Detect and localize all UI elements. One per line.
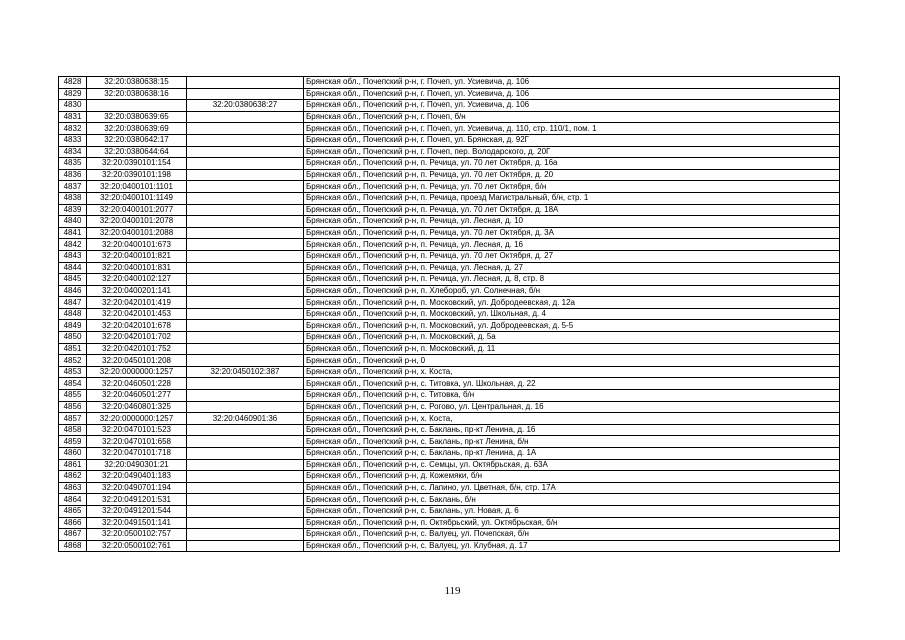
cadastral-number-cell: 32:20:0500102:757 — [87, 529, 187, 541]
table-row — [59, 343, 840, 355]
cadastral-number-cell: 32:20:0400101:2088 — [87, 227, 187, 239]
address-cell: Брянская обл., Почепский р-н, с. Валуец, ул. Почепская, б/н — [304, 529, 840, 541]
table-row — [59, 285, 840, 297]
address-cell: Брянская обл., Почепский р-н, с. Титовка, б/н — [304, 390, 840, 402]
row-index-cell: 4841 — [59, 227, 87, 239]
parent-cadastral-number-cell — [187, 134, 304, 146]
row-index-cell: 4850 — [59, 332, 87, 344]
address-cell: Брянская обл., Почепский р-н, п. Речица, ул. 70 лет Октября, д. 16а — [304, 158, 840, 170]
address-cell: Брянская обл., Почепский р-н, с. Титовка, ул. Школьная, д. 22 — [304, 378, 840, 390]
table-row — [59, 401, 840, 413]
address-cell: Брянская обл., Почепский р-н, п. Московский, ул. Добродеевская, д. 5-5 — [304, 320, 840, 332]
row-index-cell: 4866 — [59, 517, 87, 529]
table-row — [59, 378, 840, 390]
parent-cadastral-number-cell — [187, 192, 304, 204]
table-row — [59, 262, 840, 274]
table-row — [59, 100, 840, 112]
parent-cadastral-number-cell — [187, 123, 304, 135]
table-row — [59, 540, 840, 552]
table-row — [59, 424, 840, 436]
address-cell: Брянская обл., Почепский р-н, 0 — [304, 355, 840, 367]
row-index-cell: 4847 — [59, 297, 87, 309]
table-row — [59, 181, 840, 193]
cadastral-number-cell: 32:20:0420101:419 — [87, 297, 187, 309]
parent-cadastral-number-cell — [187, 355, 304, 367]
address-cell: Брянская обл., Почепский р-н, п. Речица, ул. 70 лет Октября, д. 20 — [304, 169, 840, 181]
address-cell: Брянская обл., Почепский р-н, п. Московский, ул. Школьная, д. 4 — [304, 308, 840, 320]
table-row — [59, 169, 840, 181]
row-index-cell: 4853 — [59, 366, 87, 378]
table-row — [59, 204, 840, 216]
address-cell: Брянская обл., Почепский р-н, с. Баклань, ул. Новая, д. 6 — [304, 505, 840, 517]
row-index-cell: 4858 — [59, 424, 87, 436]
row-index-cell: 4840 — [59, 216, 87, 228]
table-row — [59, 320, 840, 332]
row-index-cell: 4828 — [59, 77, 87, 89]
address-cell: Брянская обл., Почепский р-н, п. Московский, д. 11 — [304, 343, 840, 355]
address-cell: Брянская обл., Почепский р-н, г. Почеп, ул. Усиевича, д. 110, стр. 110/1, пом. 1 — [304, 123, 840, 135]
cadastral-number-cell: 32:20:0470101:658 — [87, 436, 187, 448]
address-cell: Брянская обл., Почепский р-н, г. Почеп, ул. Брянская, д. 92Г — [304, 134, 840, 146]
cadastral-number-cell: 32:20:0460801:325 — [87, 401, 187, 413]
cadastral-number-cell: 32:20:0380644:64 — [87, 146, 187, 158]
cadastral-number-cell: 32:20:0390101:198 — [87, 169, 187, 181]
table-row — [59, 482, 840, 494]
cadastral-number-cell: 32:20:0420101:678 — [87, 320, 187, 332]
parent-cadastral-number-cell — [187, 529, 304, 541]
row-index-cell: 4849 — [59, 320, 87, 332]
cadastral-number-cell: 32:20:0400101:821 — [87, 250, 187, 262]
cadastral-number-cell: 32:20:0400201:141 — [87, 285, 187, 297]
cadastral-number-cell: 32:20:0420101:702 — [87, 332, 187, 344]
parent-cadastral-number-cell — [187, 181, 304, 193]
cadastral-number-cell: 32:20:0490401:183 — [87, 471, 187, 483]
row-index-cell: 4865 — [59, 505, 87, 517]
address-cell: Брянская обл., Почепский р-н, г. Почеп, ул. Усиевича, д. 106 — [304, 88, 840, 100]
row-index-cell: 4830 — [59, 100, 87, 112]
row-index-cell: 4842 — [59, 239, 87, 251]
table-row — [59, 459, 840, 471]
parent-cadastral-number-cell — [187, 482, 304, 494]
cadastral-number-cell: 32:20:0380642:17 — [87, 134, 187, 146]
cadastral-number-cell: 32:20:0500102:761 — [87, 540, 187, 552]
address-cell: Брянская обл., Почепский р-н, г. Почеп, пер. Володарского, д. 20Г — [304, 146, 840, 158]
row-index-cell: 4831 — [59, 111, 87, 123]
row-index-cell: 4863 — [59, 482, 87, 494]
parent-cadastral-number-cell — [187, 505, 304, 517]
table-row — [59, 239, 840, 251]
address-cell: Брянская обл., Почепский р-н, с. Баклань, пр-кт Ленина, д. 16 — [304, 424, 840, 436]
page-number: 119 — [444, 585, 461, 597]
table-row — [59, 77, 840, 89]
cadastral-number-cell: 32:20:0400101:673 — [87, 239, 187, 251]
parent-cadastral-number-cell — [187, 378, 304, 390]
table-row — [59, 355, 840, 367]
row-index-cell: 4833 — [59, 134, 87, 146]
cadastral-number-cell: 32:20:0470101:523 — [87, 424, 187, 436]
address-cell: Брянская обл., Почепский р-н, п. Речица, проезд Магистральный, б/н, стр. 1 — [304, 192, 840, 204]
table-row — [59, 216, 840, 228]
parent-cadastral-number-cell — [187, 111, 304, 123]
parent-cadastral-number-cell — [187, 540, 304, 552]
cadastral-number-cell: 32:20:0380639:69 — [87, 123, 187, 135]
address-cell: Брянская обл., Почепский р-н, п. Речица, ул. Лесная, д. 27 — [304, 262, 840, 274]
address-cell: Брянская обл., Почепский р-н, п. Речица, ул. Лесная, д. 16 — [304, 239, 840, 251]
parent-cadastral-number-cell — [187, 471, 304, 483]
parent-cadastral-number-cell — [187, 424, 304, 436]
parent-cadastral-number-cell: 32:20:0450102:387 — [187, 366, 304, 378]
address-cell: Брянская обл., Почепский р-н, г. Почеп, ул. Усиевича, д. 106 — [304, 77, 840, 89]
parent-cadastral-number-cell — [187, 436, 304, 448]
cadastral-number-cell: 32:20:0400101:2077 — [87, 204, 187, 216]
table-row — [59, 505, 840, 517]
address-cell: Брянская обл., Почепский р-н, с. Лапино, ул. Цветная, б/н, стр. 17А — [304, 482, 840, 494]
parent-cadastral-number-cell — [187, 158, 304, 170]
row-index-cell: 4854 — [59, 378, 87, 390]
row-index-cell: 4845 — [59, 274, 87, 286]
table-row — [59, 436, 840, 448]
row-index-cell: 4836 — [59, 169, 87, 181]
table-row — [59, 448, 840, 460]
cadastral-number-cell: 32:20:0490701:194 — [87, 482, 187, 494]
address-cell: Брянская обл., Почепский р-н, с. Валуец, ул. Клубная, д. 17 — [304, 540, 840, 552]
cadastral-number-cell: 32:20:0400102:127 — [87, 274, 187, 286]
parent-cadastral-number-cell — [187, 390, 304, 402]
parent-cadastral-number-cell — [187, 343, 304, 355]
address-cell: Брянская обл., Почепский р-н, п. Речица, ул. 70 лет Октября, д. 27 — [304, 250, 840, 262]
row-index-cell: 4838 — [59, 192, 87, 204]
table-row — [59, 494, 840, 506]
table-body — [59, 77, 840, 552]
cadastral-number-cell: 32:20:0450101:208 — [87, 355, 187, 367]
parent-cadastral-number-cell — [187, 274, 304, 286]
cadastral-number-cell: 32:20:0400101:2078 — [87, 216, 187, 228]
cadastral-number-cell — [87, 100, 187, 112]
row-index-cell: 4843 — [59, 250, 87, 262]
cadastral-number-cell: 32:20:0400101:831 — [87, 262, 187, 274]
parent-cadastral-number-cell — [187, 308, 304, 320]
parent-cadastral-number-cell — [187, 401, 304, 413]
cadastral-number-cell: 32:20:0491201:544 — [87, 505, 187, 517]
row-index-cell: 4852 — [59, 355, 87, 367]
parent-cadastral-number-cell — [187, 204, 304, 216]
address-cell: Брянская обл., Почепский р-н, с. Рогово, ул. Центральная, д. 16 — [304, 401, 840, 413]
cadastral-number-cell: 32:20:0491501:141 — [87, 517, 187, 529]
table-row — [59, 297, 840, 309]
table-row — [59, 390, 840, 402]
address-cell: Брянская обл., Почепский р-н, д. Кожемяки, б/н — [304, 471, 840, 483]
address-cell: Брянская обл., Почепский р-н, г. Почеп, ул. Усиевича, д. 106 — [304, 100, 840, 112]
table-row — [59, 192, 840, 204]
address-cell: Брянская обл., Почепский р-н, п. Хлебороб, ул. Солнечная, б/н — [304, 285, 840, 297]
table-row — [59, 517, 840, 529]
cadastral-number-cell: 32:20:0380638:16 — [87, 88, 187, 100]
parent-cadastral-number-cell — [187, 332, 304, 344]
table-row — [59, 158, 840, 170]
row-index-cell: 4867 — [59, 529, 87, 541]
address-cell: Брянская обл., Почепский р-н, п. Речица, ул. Лесная, д. 8, стр. 8 — [304, 274, 840, 286]
parent-cadastral-number-cell — [187, 227, 304, 239]
parent-cadastral-number-cell — [187, 320, 304, 332]
parent-cadastral-number-cell — [187, 448, 304, 460]
cadastral-number-cell: 32:20:0470101:718 — [87, 448, 187, 460]
cadastral-number-cell: 32:20:0380638:15 — [87, 77, 187, 89]
table-row — [59, 471, 840, 483]
table-row — [59, 134, 840, 146]
row-index-cell: 4857 — [59, 413, 87, 425]
parent-cadastral-number-cell — [187, 459, 304, 471]
row-index-cell: 4834 — [59, 146, 87, 158]
address-cell: Брянская обл., Почепский р-н, п. Речица, ул. 70 лет Октября, д. 18А — [304, 204, 840, 216]
document-table — [58, 76, 840, 552]
table-row — [59, 308, 840, 320]
cadastral-number-cell: 32:20:0491201:531 — [87, 494, 187, 506]
address-cell: Брянская обл., Почепский р-н, г. Почеп, б/н — [304, 111, 840, 123]
table-row — [59, 227, 840, 239]
cadastral-number-cell: 32:20:0000000:1257 — [87, 366, 187, 378]
row-index-cell: 4839 — [59, 204, 87, 216]
row-index-cell: 4855 — [59, 390, 87, 402]
row-index-cell: 4860 — [59, 448, 87, 460]
table-row — [59, 146, 840, 158]
row-index-cell: 4856 — [59, 401, 87, 413]
table-row — [59, 529, 840, 541]
row-index-cell: 4862 — [59, 471, 87, 483]
parent-cadastral-number-cell — [187, 285, 304, 297]
address-cell: Брянская обл., Почепский р-н, п. Речица, ул. Лесная, д. 10 — [304, 216, 840, 228]
cadastral-number-cell: 32:20:0390101:154 — [87, 158, 187, 170]
cadastral-number-cell: 32:20:0380639:65 — [87, 111, 187, 123]
row-index-cell: 4868 — [59, 540, 87, 552]
row-index-cell: 4859 — [59, 436, 87, 448]
row-index-cell: 4864 — [59, 494, 87, 506]
row-index-cell: 4837 — [59, 181, 87, 193]
row-index-cell: 4829 — [59, 88, 87, 100]
address-cell: Брянская обл., Почепский р-н, х. Коста, — [304, 413, 840, 425]
address-cell: Брянская обл., Почепский р-н, с. Баклань, пр-кт Ленина, б/н — [304, 436, 840, 448]
parent-cadastral-number-cell — [187, 216, 304, 228]
cadastral-number-cell: 32:20:0400101:1101 — [87, 181, 187, 193]
row-index-cell: 4844 — [59, 262, 87, 274]
row-index-cell: 4835 — [59, 158, 87, 170]
cadastral-number-cell: 32:20:0000000:1257 — [87, 413, 187, 425]
address-cell: Брянская обл., Почепский р-н, с. Баклань, б/н — [304, 494, 840, 506]
parent-cadastral-number-cell: 32:20:0380638:27 — [187, 100, 304, 112]
row-index-cell: 4846 — [59, 285, 87, 297]
cadastral-number-cell: 32:20:0420101:453 — [87, 308, 187, 320]
row-index-cell: 4832 — [59, 123, 87, 135]
parent-cadastral-number-cell — [187, 517, 304, 529]
cadastral-number-cell: 32:20:0420101:752 — [87, 343, 187, 355]
parent-cadastral-number-cell — [187, 169, 304, 181]
parent-cadastral-number-cell — [187, 88, 304, 100]
parent-cadastral-number-cell — [187, 250, 304, 262]
row-index-cell: 4851 — [59, 343, 87, 355]
address-cell: Брянская обл., Почепский р-н, с. Семцы, ул. Октябрьская, д. 63А — [304, 459, 840, 471]
address-cell: Брянская обл., Почепский р-н, п. Московский, ул. Добродеевская, д. 12а — [304, 297, 840, 309]
row-index-cell: 4848 — [59, 308, 87, 320]
address-cell: Брянская обл., Почепский р-н, х. Коста, — [304, 366, 840, 378]
cadastral-number-cell: 32:20:0460501:228 — [87, 378, 187, 390]
row-index-cell: 4861 — [59, 459, 87, 471]
address-cell: Брянская обл., Почепский р-н, с. Баклань, пр-кт Ленина, д. 1А — [304, 448, 840, 460]
table-row — [59, 332, 840, 344]
table-row — [59, 366, 840, 378]
parent-cadastral-number-cell — [187, 77, 304, 89]
table-row — [59, 123, 840, 135]
cadastral-number-cell: 32:20:0460501:277 — [87, 390, 187, 402]
parent-cadastral-number-cell — [187, 239, 304, 251]
address-cell: Брянская обл., Почепский р-н, п. Московский, д. 5а — [304, 332, 840, 344]
table-row — [59, 250, 840, 262]
table-row — [59, 274, 840, 286]
cadastral-number-cell: 32:20:0400101:1149 — [87, 192, 187, 204]
address-cell: Брянская обл., Почепский р-н, п. Речица, ул. 70 лет Октября, д. 3А — [304, 227, 840, 239]
address-cell: Брянская обл., Почепский р-н, п. Октябрьский, ул. Октябрьская, б/н — [304, 517, 840, 529]
table-row — [59, 111, 840, 123]
parent-cadastral-number-cell — [187, 297, 304, 309]
parent-cadastral-number-cell — [187, 262, 304, 274]
parent-cadastral-number-cell — [187, 494, 304, 506]
table-row — [59, 413, 840, 425]
parent-cadastral-number-cell: 32:20:0460901:36 — [187, 413, 304, 425]
table-row — [59, 88, 840, 100]
address-cell: Брянская обл., Почепский р-н, п. Речица, ул. 70 лет Октября, б/н — [304, 181, 840, 193]
cadastral-number-cell: 32:20:0490301:21 — [87, 459, 187, 471]
parent-cadastral-number-cell — [187, 146, 304, 158]
